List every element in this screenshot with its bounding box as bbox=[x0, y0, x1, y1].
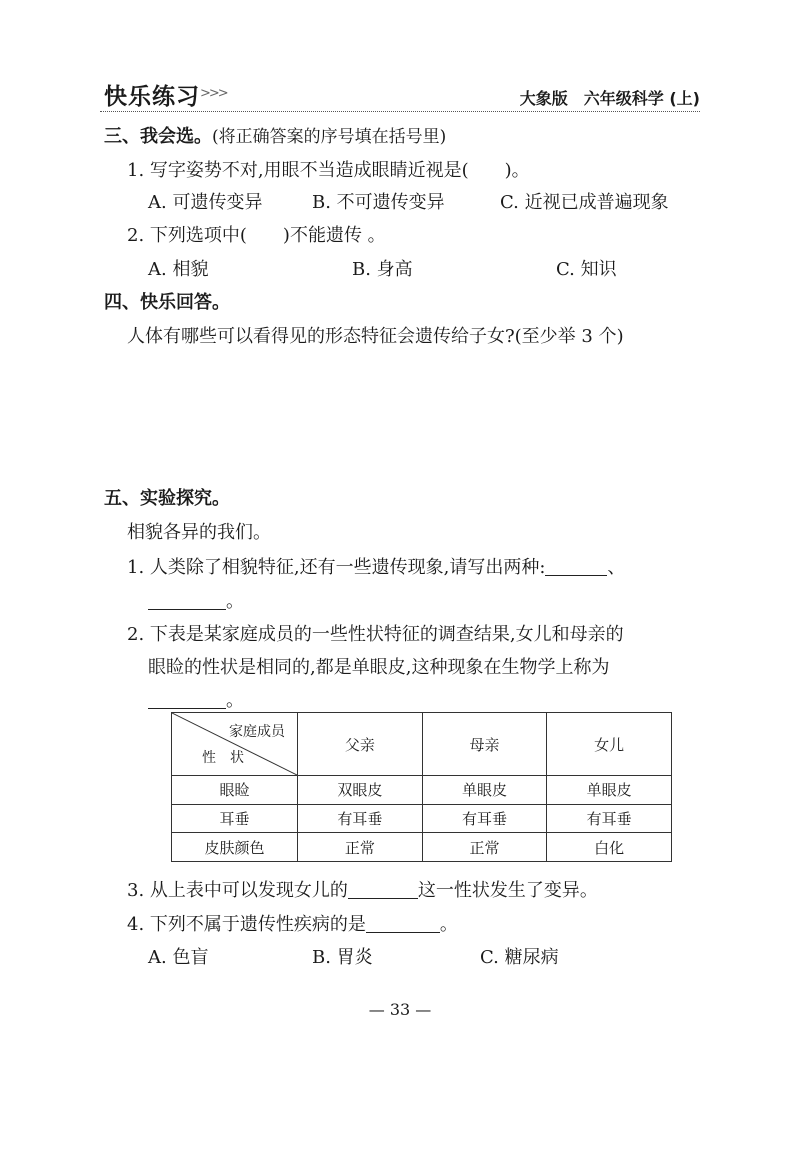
q3-2-option-c: C. 知识 bbox=[556, 259, 617, 280]
q5-2-blank[interactable] bbox=[148, 690, 226, 709]
q5-3-blank[interactable] bbox=[348, 880, 418, 899]
q3-1-option-a: A. 可遗传变异 bbox=[148, 192, 263, 213]
header-title: 快乐练习 bbox=[104, 84, 200, 110]
table-col-header: 父亲 bbox=[298, 713, 423, 776]
q5-2-line-3 bbox=[148, 686, 244, 712]
table-cell: 白化 bbox=[547, 833, 672, 862]
table-cell: 单眼皮 bbox=[547, 776, 672, 805]
q5-4-end: 。 bbox=[439, 914, 458, 935]
corner-bottom-label: 性 状 bbox=[202, 750, 244, 766]
q5-2-line-1: 2. 下表是某家庭成员的一些性状特征的调查结果,女儿和母亲的 bbox=[127, 624, 624, 645]
section-3-heading: 三、我会选。 bbox=[104, 126, 212, 147]
table-cell: 双眼皮 bbox=[298, 776, 423, 805]
q5-4-option-a: A. 色盲 bbox=[148, 947, 209, 968]
header-arrows-icon: >>> bbox=[200, 86, 227, 101]
header-edition: 大象版 六年级科学 (上) bbox=[519, 89, 700, 108]
q3-2-stem: 2. 下列选项中( )不能遗传 。 bbox=[127, 225, 386, 246]
header-divider bbox=[100, 111, 700, 112]
corner-top-label: 家庭成员 bbox=[229, 724, 285, 740]
q5-1-blank-2[interactable] bbox=[148, 591, 226, 610]
page-number: — 33 — bbox=[368, 1000, 432, 1019]
q5-3-pre: 3. 从上表中可以发现女儿的 bbox=[127, 880, 348, 901]
q5-4-line bbox=[127, 910, 458, 936]
q5-4-option-b: B. 胃炎 bbox=[312, 947, 373, 968]
q5-3-line bbox=[127, 876, 598, 902]
q3-1-option-b: B. 不可遗传变异 bbox=[312, 192, 445, 213]
q3-1-stem: 1. 写字姿势不对,用眼不当造成眼睛近视是( )。 bbox=[127, 160, 530, 181]
q5-1-end: 。 bbox=[226, 591, 244, 612]
q5-4-stem: 4. 下列不属于遗传性疾病的是 bbox=[127, 914, 366, 935]
table-row-label: 耳垂 bbox=[172, 804, 298, 833]
q5-1-line-2 bbox=[148, 587, 244, 613]
q5-2-line-2: 眼睑的性状是相同的,都是单眼皮,这种现象在生物学上称为 bbox=[148, 657, 610, 678]
q5-4-blank[interactable] bbox=[366, 914, 440, 933]
q5-intro: 相貌各异的我们。 bbox=[127, 522, 271, 543]
table-row-label: 眼睑 bbox=[172, 776, 298, 805]
table-row bbox=[172, 776, 672, 805]
q5-1-blank-1[interactable] bbox=[545, 557, 607, 576]
section-3-note: (将正确答案的序号填在括号里) bbox=[212, 127, 447, 147]
table-cell: 有耳垂 bbox=[547, 804, 672, 833]
q5-1-text: 1. 人类除了相貌特征,还有一些遗传现象,请写出两种: bbox=[127, 557, 546, 578]
table-row bbox=[172, 804, 672, 833]
table-cell: 正常 bbox=[422, 833, 547, 862]
q5-3-post: 这一性状发生了变异。 bbox=[417, 880, 598, 901]
section-4-title: 四、快乐回答。 bbox=[104, 292, 230, 313]
q4-question: 人体有哪些可以看得见的形态特征会遗传给子女?(至少举 3 个) bbox=[127, 326, 624, 347]
table-cell: 有耳垂 bbox=[422, 804, 547, 833]
table-cell: 有耳垂 bbox=[298, 804, 423, 833]
section-3-title bbox=[104, 122, 446, 148]
q3-1-option-c: C. 近视已成普遍现象 bbox=[500, 192, 669, 213]
table-cell: 正常 bbox=[298, 833, 423, 862]
q3-2-option-a: A. 相貌 bbox=[148, 259, 209, 280]
table-header-row bbox=[172, 713, 672, 776]
section-5-title: 五、实验探究。 bbox=[104, 488, 230, 509]
table-corner-cell bbox=[172, 713, 298, 776]
q3-2-option-b: B. 身高 bbox=[352, 259, 413, 280]
table-row-label: 皮肤颜色 bbox=[172, 833, 298, 862]
q5-1-sep: 、 bbox=[607, 557, 626, 578]
q5-1-line bbox=[127, 553, 625, 579]
table-cell: 单眼皮 bbox=[422, 776, 547, 805]
table-col-header: 女儿 bbox=[547, 713, 672, 776]
trait-table bbox=[171, 712, 672, 862]
q5-4-option-c: C. 糖尿病 bbox=[480, 947, 559, 968]
table-row bbox=[172, 833, 672, 862]
table-col-header: 母亲 bbox=[422, 713, 547, 776]
q5-2-end: 。 bbox=[226, 690, 244, 711]
